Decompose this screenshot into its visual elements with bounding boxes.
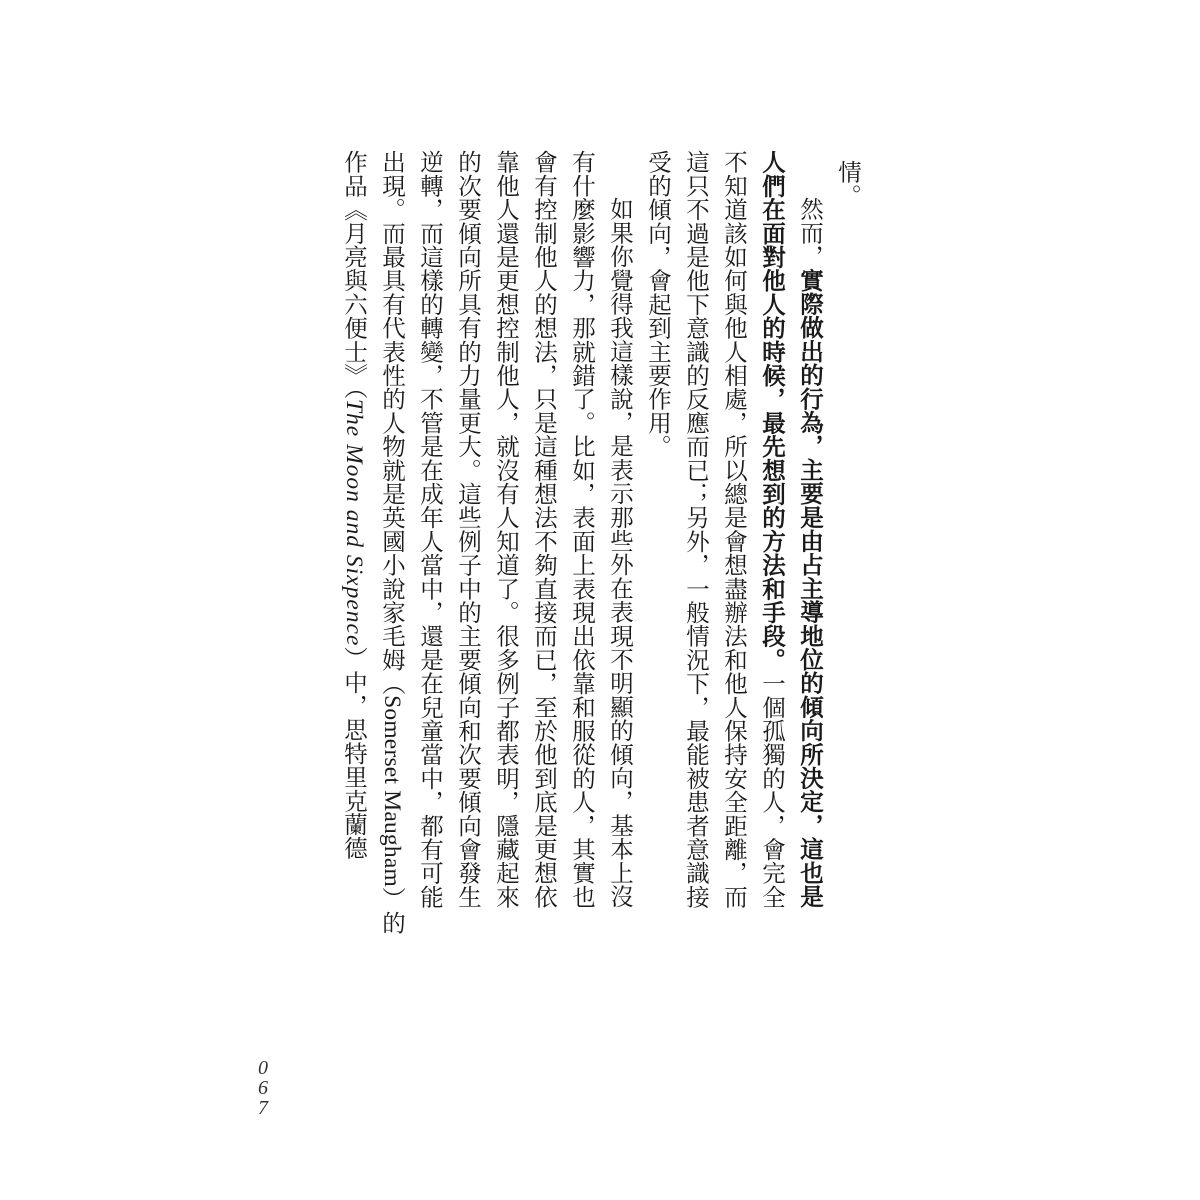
- text-line-11: 的次要傾向所具有的力量更大。這些例子中的主要傾向和次要傾向會發生: [454, 150, 482, 909]
- text-line-1: 情。: [834, 160, 862, 208]
- text-line-3: 人們在面對他人的時候，最先想到的方法和手段。一個孤獨的人，會完全: [758, 150, 786, 909]
- text-line-10: 靠他人還是更想控制他人，就沒有人知道了。很多例子都表明，隱藏起來: [492, 150, 520, 909]
- text-line-9: 會有控制他人的想法，只是這種想法不夠直接而已，至於他到底是更想依: [530, 150, 558, 909]
- text-line-14: 作品《月亮與六便士》（The Moon and Sixpence）中，思特里克蘭德: [340, 150, 368, 860]
- text-line-13: 出現。而最具有代表性的人物就是英國小說家毛姆（Somerset Maugham）的: [378, 150, 406, 935]
- text-line-8: 有什麼影響力，那就錯了。比如，表面上表現出依靠和服從的人，其實也: [568, 150, 596, 909]
- text-line-5: 這只不過是他下意識的反應而已；另外，一般情況下，最能被患者意識接: [682, 150, 710, 909]
- text-line-7: 如果你覺得我這樣說，是表示那些外在表現不明顯的傾向，基本上沒: [606, 197, 634, 908]
- text-line-2: 然而，實際做出的行為，主要是由占主導地位的傾向所決定，這也是: [796, 197, 824, 909]
- text-line-6: 受的傾向，會起到主要作用。: [644, 150, 672, 459]
- text-line-4: 不知道該如何與他人相處，所以總是會想盡辦法和他人保持安全距離，而: [720, 150, 748, 909]
- page-number: 0 6 7: [258, 1057, 268, 1119]
- text-line-12: 逆轉，而這樣的轉變，不管是在成年人當中，還是在兒童當中，都有可能: [416, 150, 444, 909]
